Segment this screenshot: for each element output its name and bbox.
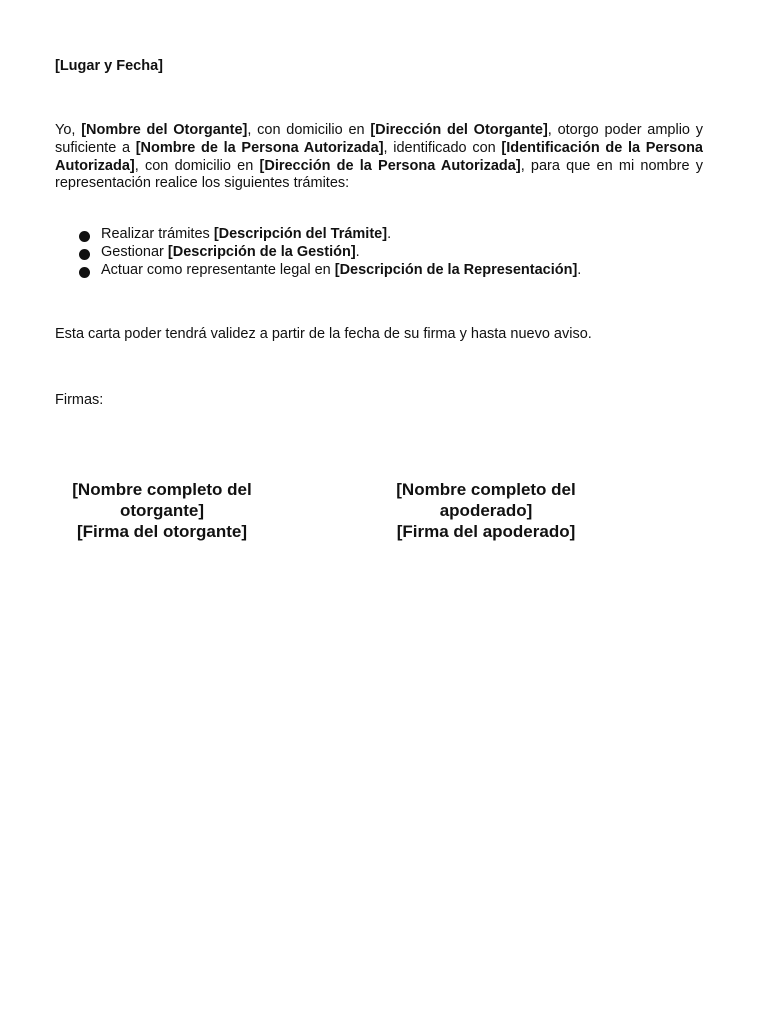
task-placeholder: [Descripción de la Representación]	[334, 261, 578, 278]
intro-text: , identificado con	[383, 139, 502, 156]
task-suffix: .	[387, 226, 392, 242]
task-suffix: .	[577, 261, 582, 278]
agent-signature-line: [Firma del apoderado]	[396, 522, 576, 541]
task-placeholder: [Descripción de la Gestión]	[167, 243, 356, 260]
agent-name-line: [Nombre completo del	[396, 480, 576, 499]
intro-text: , otorgo poder amplio y suficiente a	[55, 122, 703, 156]
signatures-label: Firmas:	[55, 392, 104, 408]
task-text: Gestionar	[101, 243, 168, 260]
intro-text: Yo,	[55, 122, 82, 138]
grantor-address-placeholder: [Dirección del Otorgante]	[370, 122, 548, 138]
grantor-name-line: [Nombre completo del	[72, 480, 252, 499]
grantor-signature-block	[37, 479, 287, 542]
list-item	[79, 262, 581, 280]
task-suffix: .	[355, 243, 360, 260]
agent-signature-block	[361, 479, 611, 542]
agent-name-line: apoderado]	[439, 501, 533, 520]
grantor-name-line: otorgante]	[119, 501, 205, 520]
list-item	[79, 226, 581, 244]
bullet-icon	[79, 267, 90, 278]
grantor-signature-line: [Firma del otorgante]	[76, 522, 247, 541]
place-date: [Lugar y Fecha]	[55, 58, 163, 74]
task-list	[79, 226, 581, 279]
task-text: Realizar trámites	[101, 226, 214, 242]
intro-text: , con domicilio en	[134, 157, 260, 174]
task-placeholder: [Descripción del Trámite]	[213, 226, 388, 242]
authorized-address-placeholder: [Dirección de la Persona Autorizada]	[259, 157, 521, 174]
bullet-icon	[79, 231, 90, 242]
list-item	[79, 244, 581, 262]
bullet-icon	[79, 249, 90, 260]
authorized-id-placeholder: [Identificación de la Persona Autorizada]	[55, 139, 703, 174]
intro-text: , con domicilio en	[247, 122, 371, 138]
validity-statement: Esta carta poder tendrá validez a partir de la fecha de su firma y hasta nuevo aviso.	[55, 326, 592, 342]
intro-text: , para que en mi nombre y representación realice los siguientes trámites:	[55, 157, 703, 192]
task-text: Actuar como representante legal en	[101, 261, 335, 278]
authorized-name-placeholder: [Nombre de la Persona Autorizada]	[135, 139, 384, 156]
grantor-name-placeholder: [Nombre del Otorgante]	[81, 122, 248, 138]
intro-paragraph	[55, 122, 703, 193]
